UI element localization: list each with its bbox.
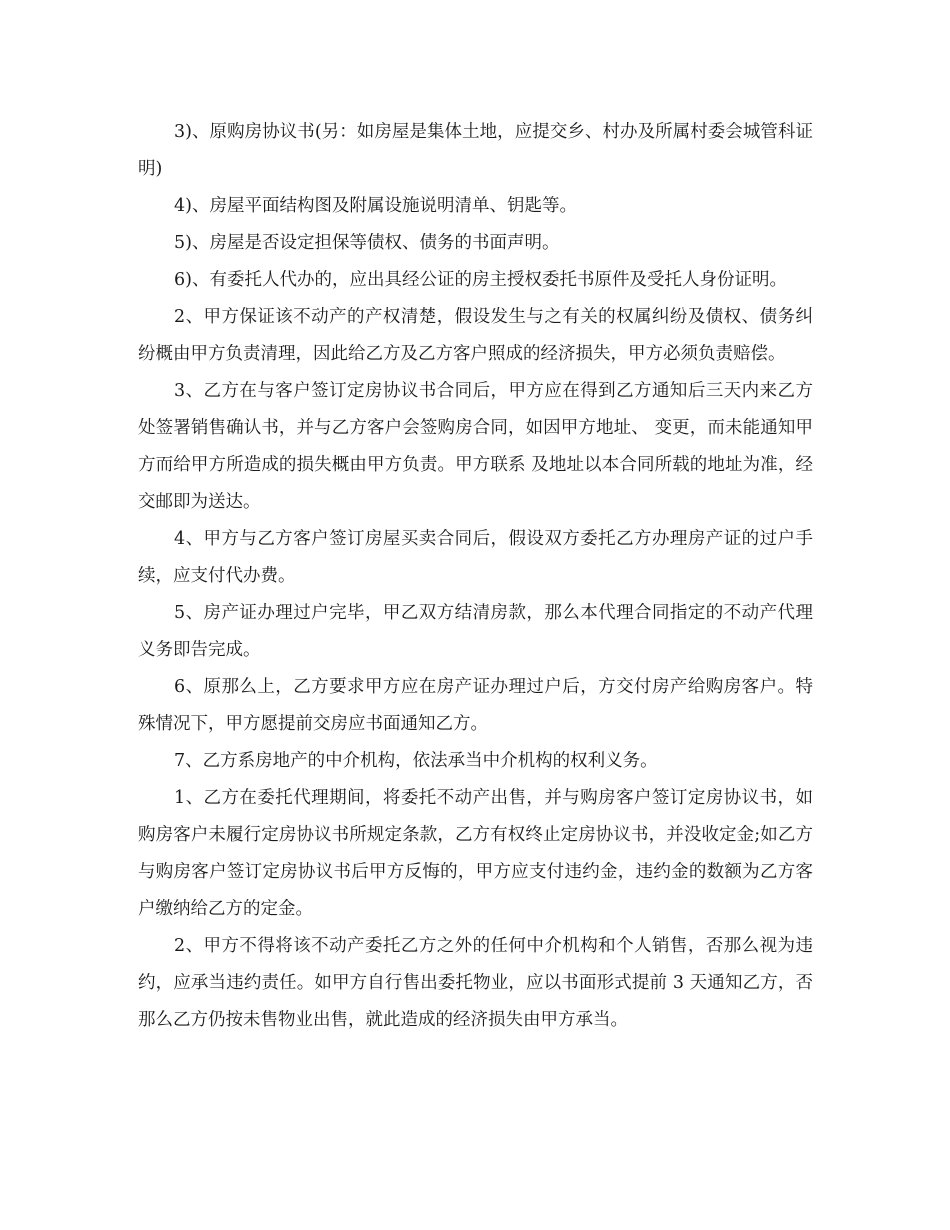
document-body bbox=[138, 114, 813, 1039]
paragraph-guarantee-statement: 5)、房屋是否设定担保等债权、债务的书面声明。 bbox=[174, 233, 560, 253]
paragraph-clause-5-completion: 5、房产证办理过户完毕，甲乙双方结清房款，那么本代理合同指定的不动产代理义务即告完成。 bbox=[138, 603, 813, 660]
paragraph-floor-plan: 4)、房屋平面结构图及附属设施说明清单、钥匙等。 bbox=[174, 196, 577, 216]
paragraph-clause-6-handover: 6、原那么上，乙方要求甲方应在房产证办理过户后，方交付房产给购房客户。特殊情况下，甲方愿提前交房应书面通知乙方。 bbox=[138, 677, 813, 734]
paragraph-clause-2-title-clear: 2、甲方保证该不动产的产权清楚，假设发生与之有关的权属纠纷及债权、债务纠纷概由甲方负责清理，因此给乙方及乙方客户照成的经济损失，甲方必须负责赔偿。 bbox=[138, 307, 813, 364]
paragraph-clause-3-sales-confirmation: 3、乙方在与客户签订定房协议书合同后，甲方应在得到乙方通知后三天内来乙方处签署销售确认书，并与乙方客户会签购房合同，如因甲方地址、 变更，而未能通知甲方而给甲方所造成的损失概由甲方负责。甲方联系 及地址以本合同所载的地址为准，经交邮即为送达。 bbox=[138, 381, 813, 512]
paragraph-clause-4-transfer-fee: 4、甲方与乙方客户签订房屋买卖合同后，假设双方委托乙方办理房产证的过户手续，应支付代办费。 bbox=[138, 529, 813, 586]
paragraph-breach-clause-1-deposit: 1、乙方在委托代理期间，将委托不动产出售，并与购房客户签订定房协议书，如购房客户未履行定房协议书所规定条款，乙方有权终止定房协议书，并没收定金;如乙方与购房客户签订定房协议书后甲方反悔的，甲方应支付违约金，违约金的数额为乙方客户缴纳给乙方的定金。 bbox=[138, 788, 813, 919]
paragraph-power-of-attorney: 6)、有委托人代办的，应出具经公证的房主授权委托书原件及受托人身份证明。 bbox=[174, 270, 787, 290]
paragraph-clause-7-agency-duties: 7、乙方系房地产的中介机构，依法承当中介机构的权利义务。 bbox=[174, 751, 658, 771]
paragraph-original-purchase-agreement: 3)、原购房协议书(另：如房屋是集体土地，应提交乡、村办及所属村委会城管科证明) bbox=[138, 122, 813, 179]
paragraph-breach-clause-2-exclusivity: 2、甲方不得将该不动产委托乙方之外的任何中介机构和个人销售，否那么视为违约，应承当违约责任。如甲方自行售出委托物业，应以书面形式提前 3 天通知乙方，否那么乙方仍按未售物业出售，就此造成的经济损失由甲方承当。 bbox=[138, 936, 813, 1030]
